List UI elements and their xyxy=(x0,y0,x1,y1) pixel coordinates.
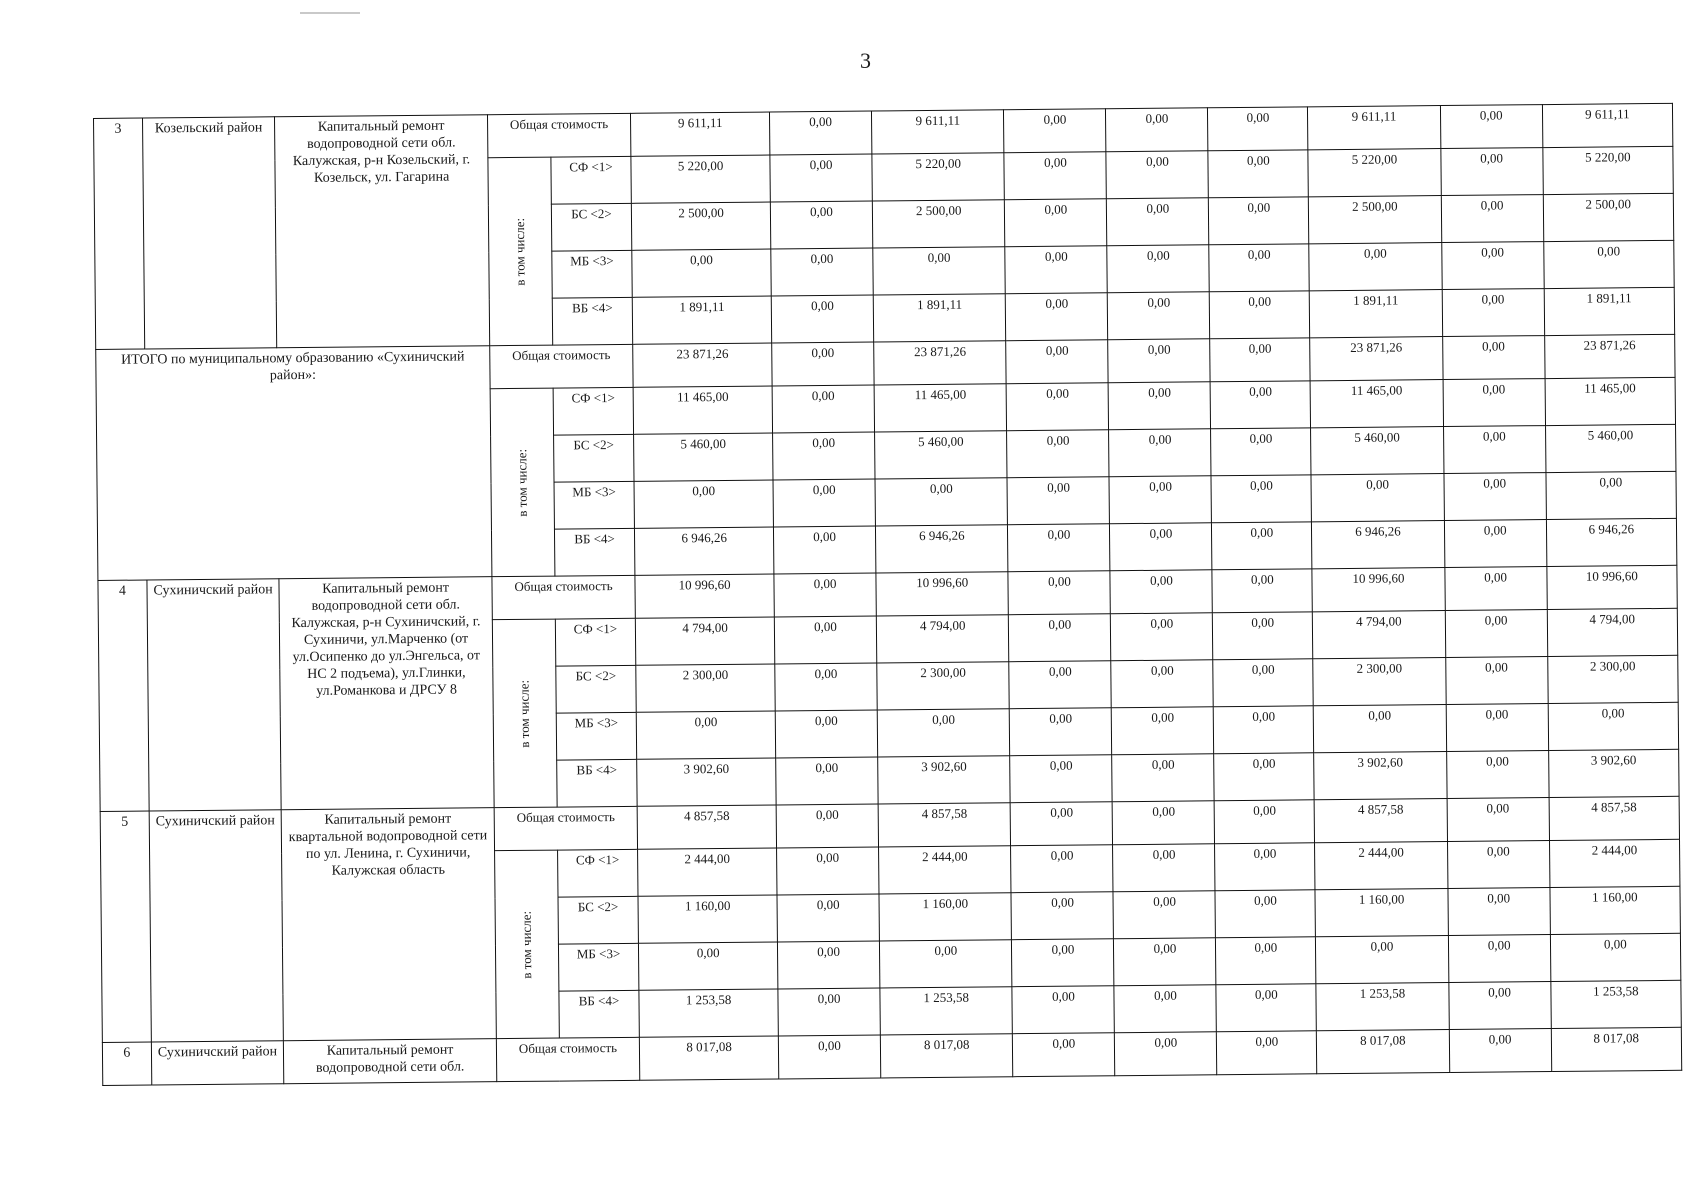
value-cell: 2 300,00 xyxy=(636,664,775,712)
value-cell: 0,00 xyxy=(1213,612,1313,660)
value-cell: 4 857,58 xyxy=(1549,796,1680,840)
general-cost-label: Общая стоимость xyxy=(490,344,634,388)
value-cell: 0,00 xyxy=(1309,243,1442,291)
value-cell: 0,00 xyxy=(1448,935,1550,983)
value-cell: 0,00 xyxy=(634,480,773,528)
value-cell: 1 891,11 xyxy=(873,294,1006,342)
value-cell: 0,00 xyxy=(1112,707,1214,755)
value-cell: 0,00 xyxy=(1217,1031,1317,1075)
value-cell: 0,00 xyxy=(1107,198,1209,246)
value-cell: 8 017,08 xyxy=(1317,1030,1450,1074)
value-cell: 11 465,00 xyxy=(1545,377,1676,425)
value-cell: 0,00 xyxy=(1548,702,1679,750)
value-cell: 3 902,60 xyxy=(878,756,1011,804)
value-cell: 2 500,00 xyxy=(1543,193,1674,241)
funding-source-label: МБ <3> xyxy=(558,943,639,991)
value-cell: 23 871,26 xyxy=(633,343,772,387)
value-cell: 0,00 xyxy=(1004,152,1106,200)
value-cell: 0,00 xyxy=(1316,936,1449,984)
district-name: Сухиничский район xyxy=(149,810,284,1042)
funding-source-label: БС <2> xyxy=(551,203,632,251)
value-cell: 0,00 xyxy=(1441,195,1543,243)
including-label: в том числе: xyxy=(518,910,535,979)
value-cell: 0,00 xyxy=(1445,610,1547,658)
value-cell: 10 996,60 xyxy=(876,572,1009,616)
value-cell: 0,00 xyxy=(1108,339,1210,383)
value-cell: 0,00 xyxy=(1006,293,1108,341)
funding-source-label: БС <2> xyxy=(553,434,634,482)
funding-source-label: СФ <1> xyxy=(557,849,638,897)
value-cell: 0,00 xyxy=(771,295,873,343)
value-cell: 10 996,60 xyxy=(1312,568,1445,612)
value-cell: 0,00 xyxy=(778,988,880,1036)
including-label-cell xyxy=(492,619,557,808)
value-cell: 8 017,08 xyxy=(880,1034,1013,1078)
funding-source-label: МБ <3> xyxy=(556,712,637,760)
value-cell: 3 902,60 xyxy=(1548,749,1679,797)
value-cell: 0,00 xyxy=(1007,477,1109,525)
value-cell: 1 160,00 xyxy=(1315,889,1448,937)
value-cell: 0,00 xyxy=(1447,841,1549,889)
value-cell: 0,00 xyxy=(1543,240,1674,288)
including-label-cell xyxy=(490,388,555,577)
value-cell: 0,00 xyxy=(1443,379,1545,427)
value-cell: 0,00 xyxy=(770,154,872,202)
value-cell: 0,00 xyxy=(1009,661,1111,709)
value-cell: 6 946,26 xyxy=(876,525,1009,573)
value-cell: 0,00 xyxy=(1546,471,1677,519)
value-cell: 23 871,26 xyxy=(1544,334,1675,378)
value-cell: 0,00 xyxy=(1441,148,1543,196)
including-label: в том числе: xyxy=(516,679,533,748)
value-cell: 2 500,00 xyxy=(1309,196,1442,244)
general-cost-label: Общая стоимость xyxy=(487,113,631,157)
value-cell: 0,00 xyxy=(1208,150,1308,198)
value-cell: 0,00 xyxy=(774,616,876,664)
value-cell: 10 996,60 xyxy=(635,574,774,618)
value-cell: 5 220,00 xyxy=(631,155,770,203)
value-cell: 0,00 xyxy=(1214,706,1314,754)
value-cell: 0,00 xyxy=(1443,426,1545,474)
project-description: Капитальный ремонт водопроводной сети обл. Калужская, р-н Сухиничский, г. Сухиничи, ул.Марченко (от ул.Осипенко до ул.Энгельса, от НС 2 подъема), ул.Глинки, ул.Романкова и ДРСУ 8 xyxy=(279,577,494,810)
value-cell: 0,00 xyxy=(773,479,875,527)
funding-source-label: МБ <3> xyxy=(554,481,635,529)
general-cost-label: Общая стоимость xyxy=(492,575,636,619)
project-description: Капитальный ремонт квартальной водопроводной сети по ул. Ленина, г. Сухиничи, Калужская область xyxy=(281,808,496,1041)
value-cell: 2 444,00 xyxy=(638,848,777,896)
value-cell: 1 160,00 xyxy=(879,893,1012,941)
value-cell: 9 611,11 xyxy=(1542,103,1673,147)
value-cell: 0,00 xyxy=(770,201,872,249)
value-cell: 8 017,08 xyxy=(1551,1027,1682,1071)
value-cell: 0,00 xyxy=(777,847,879,895)
value-cell: 0,00 xyxy=(1445,657,1547,705)
value-cell: 0,00 xyxy=(875,478,1008,526)
value-cell: 0,00 xyxy=(1012,986,1114,1034)
funding-source-label: МБ <3> xyxy=(552,250,633,298)
value-cell: 0,00 xyxy=(1211,428,1311,476)
value-cell: 0,00 xyxy=(1111,613,1213,661)
value-cell: 0,00 xyxy=(777,894,879,942)
value-cell: 2 300,00 xyxy=(877,662,1010,710)
value-cell: 0,00 xyxy=(1004,109,1106,153)
including-label: в том числе: xyxy=(511,217,528,286)
funding-source-label: ВБ <4> xyxy=(559,990,640,1038)
value-cell: 0,00 xyxy=(1441,242,1543,290)
scan-artifact xyxy=(300,12,360,14)
value-cell: 10 996,60 xyxy=(1547,565,1678,609)
value-cell: 0,00 xyxy=(1216,937,1316,985)
value-cell: 6 946,26 xyxy=(1546,518,1677,566)
value-cell: 4 794,00 xyxy=(1313,611,1446,659)
value-cell: 0,00 xyxy=(771,248,873,296)
value-cell: 4 794,00 xyxy=(1547,608,1678,656)
value-cell: 0,00 xyxy=(1210,291,1310,339)
value-cell: 0,00 xyxy=(1444,520,1546,568)
funding-source-label: БС <2> xyxy=(556,665,637,713)
value-cell: 0,00 xyxy=(1008,524,1110,572)
value-cell: 1 160,00 xyxy=(638,895,777,943)
value-cell: 23 871,26 xyxy=(874,341,1007,385)
funding-source-label: ВБ <4> xyxy=(552,297,633,345)
value-cell: 0,00 xyxy=(1446,704,1548,752)
value-cell: 3 902,60 xyxy=(1314,752,1447,800)
value-cell: 0,00 xyxy=(1210,338,1310,382)
value-cell: 4 794,00 xyxy=(876,615,1009,663)
value-cell: 0,00 xyxy=(773,432,875,480)
value-cell: 0,00 xyxy=(1106,108,1208,152)
value-cell: 1 160,00 xyxy=(1550,886,1681,934)
table-body xyxy=(94,103,1682,1085)
value-cell: 0,00 xyxy=(772,342,874,386)
value-cell: 0,00 xyxy=(1449,982,1551,1030)
general-cost-label: Общая стоимость xyxy=(494,806,638,850)
funding-source-label: ВБ <4> xyxy=(557,759,638,807)
value-cell: 11 465,00 xyxy=(1310,380,1443,428)
value-cell: 0,00 xyxy=(1209,244,1309,292)
value-cell: 9 611,11 xyxy=(631,112,770,156)
value-cell: 6 946,26 xyxy=(635,527,774,575)
value-cell: 0,00 xyxy=(1215,800,1315,844)
value-cell: 9 611,11 xyxy=(1308,106,1441,150)
value-cell: 5 220,00 xyxy=(1543,146,1674,194)
value-cell: 0,00 xyxy=(778,1035,880,1079)
value-cell: 1 891,11 xyxy=(632,296,771,344)
value-cell: 0,00 xyxy=(1447,798,1549,842)
value-cell: 0,00 xyxy=(1013,1033,1115,1077)
value-cell: 0,00 xyxy=(1448,888,1550,936)
value-cell: 0,00 xyxy=(1442,336,1544,380)
value-cell: 0,00 xyxy=(1011,845,1113,893)
budget-table xyxy=(93,103,1682,1086)
municipal-total-label: ИТОГО по муниципальному образованию «Сухиничский район»: xyxy=(96,346,492,581)
value-cell: 0,00 xyxy=(1216,984,1316,1032)
value-cell: 0,00 xyxy=(1445,567,1547,611)
funding-source-label: БС <2> xyxy=(558,896,639,944)
value-cell: 0,00 xyxy=(1112,754,1214,802)
value-cell: 0,00 xyxy=(1444,473,1546,521)
value-cell: 0,00 xyxy=(1106,151,1208,199)
value-cell: 0,00 xyxy=(1446,751,1548,799)
value-cell: 0,00 xyxy=(774,526,876,574)
value-cell: 2 444,00 xyxy=(879,846,1012,894)
value-cell: 0,00 xyxy=(1209,197,1309,245)
value-cell: 5 220,00 xyxy=(872,153,1005,201)
value-cell: 0,00 xyxy=(772,385,874,433)
funding-source-label: СФ <1> xyxy=(555,618,636,666)
value-cell: 4 857,58 xyxy=(1314,799,1447,843)
value-cell: 0,00 xyxy=(877,709,1010,757)
value-cell: 4 857,58 xyxy=(878,803,1011,847)
value-cell: 0,00 xyxy=(1010,708,1112,756)
value-cell: 0,00 xyxy=(879,940,1012,988)
value-cell: 0,00 xyxy=(1113,844,1215,892)
value-cell: 0,00 xyxy=(1211,475,1311,523)
value-cell: 0,00 xyxy=(1006,340,1108,384)
value-cell: 0,00 xyxy=(1113,801,1215,845)
value-cell: 0,00 xyxy=(1115,1032,1217,1076)
value-cell: 0,00 xyxy=(1108,292,1210,340)
value-cell: 0,00 xyxy=(1449,1029,1551,1073)
value-cell: 3 902,60 xyxy=(637,758,776,806)
value-cell: 0,00 xyxy=(1005,246,1107,294)
funding-source-label: СФ <1> xyxy=(551,156,632,204)
value-cell: 0,00 xyxy=(775,710,877,758)
value-cell: 2 444,00 xyxy=(1549,839,1680,887)
value-cell: 2 300,00 xyxy=(1547,655,1678,703)
value-cell: 0,00 xyxy=(775,663,877,711)
value-cell: 0,00 xyxy=(1007,430,1109,478)
value-cell: 0,00 xyxy=(1114,985,1216,1033)
including-label: в том числе: xyxy=(514,448,530,517)
value-cell: 0,00 xyxy=(1440,105,1542,149)
value-cell: 5 460,00 xyxy=(1311,427,1444,475)
value-cell: 0,00 xyxy=(1212,522,1312,570)
value-cell: 5 220,00 xyxy=(1308,149,1441,197)
value-cell: 23 871,26 xyxy=(1310,337,1443,381)
value-cell: 0,00 xyxy=(1011,802,1113,846)
value-cell: 0,00 xyxy=(1109,382,1211,430)
value-cell: 0,00 xyxy=(1113,891,1215,939)
district-name: Козельский район xyxy=(142,117,277,349)
value-cell: 0,00 xyxy=(1109,429,1211,477)
value-cell: 2 500,00 xyxy=(632,202,771,250)
value-cell: 0,00 xyxy=(1005,199,1107,247)
including-label-cell xyxy=(494,850,559,1039)
value-cell: 0,00 xyxy=(636,711,775,759)
value-cell: 1 253,58 xyxy=(1551,980,1682,1028)
value-cell: 0,00 xyxy=(1215,890,1315,938)
value-cell: 4 794,00 xyxy=(635,617,774,665)
value-cell: 0,00 xyxy=(1012,939,1114,987)
value-cell: 0,00 xyxy=(873,247,1006,295)
value-cell: 0,00 xyxy=(770,111,872,155)
value-cell: 2 300,00 xyxy=(1313,658,1446,706)
value-cell: 0,00 xyxy=(1009,614,1111,662)
project-description: Капитальный ремонт водопроводной сети обл. xyxy=(284,1039,497,1084)
value-cell: 5 460,00 xyxy=(1545,424,1676,472)
value-cell: 0,00 xyxy=(776,757,878,805)
value-cell: 0,00 xyxy=(778,941,880,989)
value-cell: 9 611,11 xyxy=(872,110,1005,154)
value-cell: 0,00 xyxy=(1212,569,1312,613)
value-cell: 0,00 xyxy=(776,804,878,848)
value-cell: 0,00 xyxy=(1442,289,1544,337)
value-cell: 1 253,58 xyxy=(1316,983,1449,1031)
value-cell: 1 891,11 xyxy=(1544,287,1675,335)
value-cell: 5 460,00 xyxy=(634,433,773,481)
value-cell: 0,00 xyxy=(1010,755,1112,803)
value-cell: 0,00 xyxy=(1007,383,1109,431)
page-number: 3 xyxy=(860,48,871,73)
value-cell: 0,00 xyxy=(1110,523,1212,571)
value-cell: 1 253,58 xyxy=(639,989,778,1037)
value-cell: 0,00 xyxy=(1215,843,1315,891)
value-cell: 1 891,11 xyxy=(1309,290,1442,338)
value-cell: 1 253,58 xyxy=(880,987,1013,1035)
value-cell: 4 857,58 xyxy=(637,805,776,849)
value-cell: 0,00 xyxy=(774,573,876,617)
value-cell: 0,00 xyxy=(1211,381,1311,429)
value-cell: 2 500,00 xyxy=(872,200,1005,248)
value-cell: 6 946,26 xyxy=(1312,521,1445,569)
value-cell: 5 460,00 xyxy=(875,431,1008,479)
value-cell: 0,00 xyxy=(1213,659,1313,707)
value-cell: 0,00 xyxy=(1111,660,1213,708)
value-cell: 2 444,00 xyxy=(1315,842,1448,890)
value-cell: 0,00 xyxy=(1107,245,1209,293)
district-name: Сухиничский район xyxy=(147,579,282,811)
including-label-cell xyxy=(488,157,553,346)
value-cell: 0,00 xyxy=(1110,570,1212,614)
value-cell: 0,00 xyxy=(639,942,778,990)
funding-source-label: СФ <1> xyxy=(553,387,634,435)
value-cell: 0,00 xyxy=(1011,892,1113,940)
budget-table-wrapper xyxy=(93,103,1682,1086)
value-cell: 0,00 xyxy=(1008,571,1110,615)
value-cell: 0,00 xyxy=(1109,476,1211,524)
general-cost-label: Общая стоимость xyxy=(496,1037,640,1081)
item-number: 4 xyxy=(98,580,149,811)
value-cell: 0,00 xyxy=(1313,705,1446,753)
value-cell: 0,00 xyxy=(1550,933,1681,981)
value-cell: 11 465,00 xyxy=(874,384,1007,432)
item-number: 5 xyxy=(100,811,151,1042)
value-cell: 0,00 xyxy=(1114,938,1216,986)
value-cell: 0,00 xyxy=(1214,753,1314,801)
item-number: 6 xyxy=(102,1042,151,1085)
value-cell: 11 465,00 xyxy=(633,386,772,434)
value-cell: 8 017,08 xyxy=(640,1036,779,1080)
district-name: Сухиничский район xyxy=(151,1041,284,1085)
project-description: Капитальный ремонт водопроводной сети обл. Калужская, р-н Козельский, г. Козельск, ул. Гагарина xyxy=(275,115,490,348)
value-cell: 0,00 xyxy=(632,249,771,297)
value-cell: 0,00 xyxy=(1311,474,1444,522)
funding-source-label: ВБ <4> xyxy=(554,528,635,576)
item-number: 3 xyxy=(94,118,145,349)
value-cell: 0,00 xyxy=(1208,107,1308,151)
